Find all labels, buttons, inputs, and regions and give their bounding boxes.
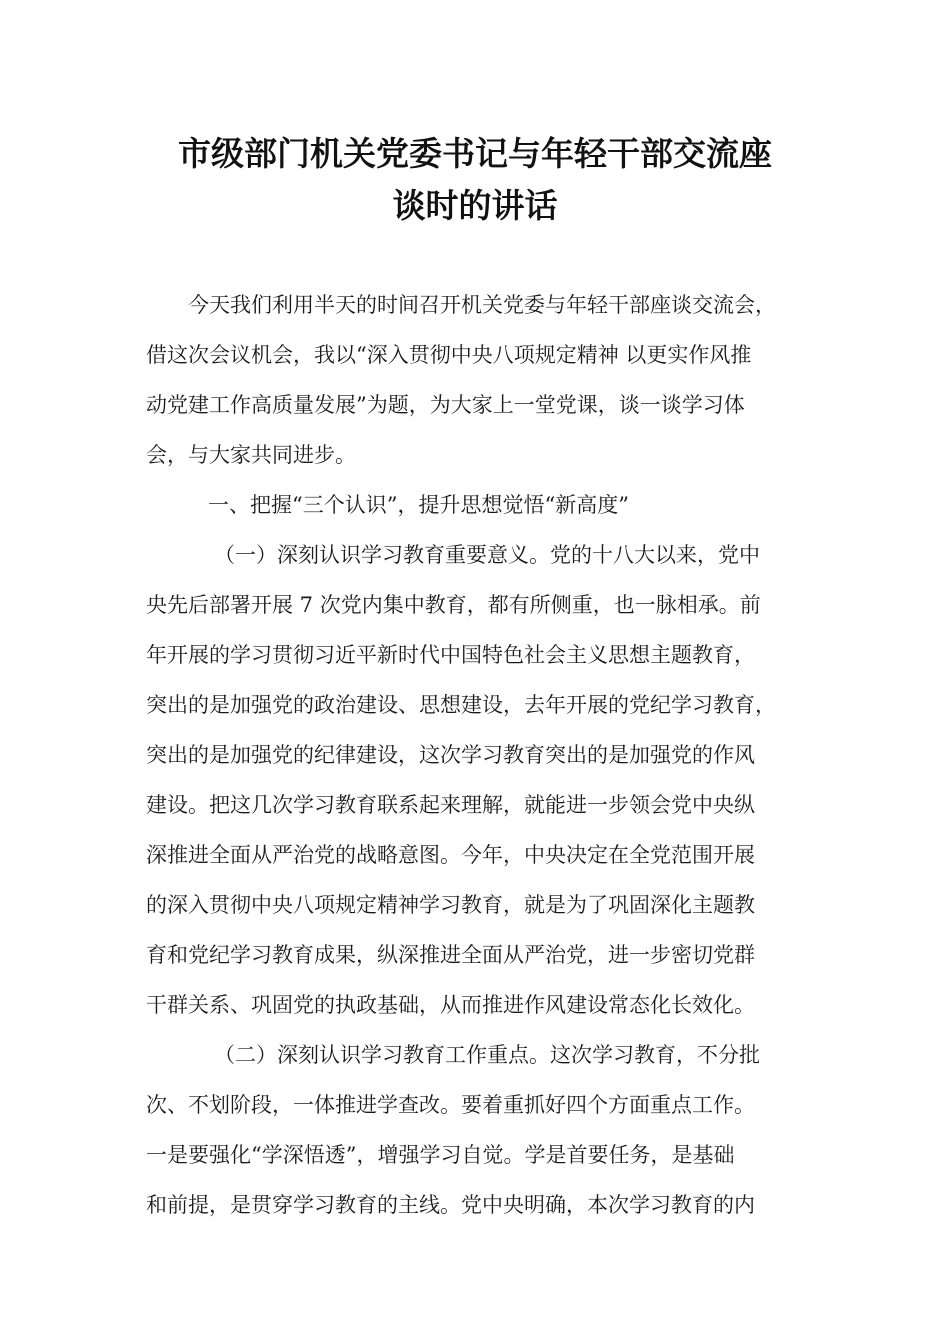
title-line-2: 谈时的讲话 [392, 186, 558, 225]
intro-paragraph-line: 借这次会议机会，我以“深入贯彻中央八项规定精神 以更实作风推 [146, 343, 752, 367]
subsection-paragraph-line: 突出的是加强党的政治建设、思想建设，去年开展的党纪学习教育， [146, 693, 776, 717]
subsection-paragraph-line: （二）深刻认识学习教育工作重点。这次学习教育，不分批 [214, 1043, 760, 1067]
subsection-paragraph-line: 育和党纪学习教育成果，纵深推进全面从严治党，进一步密切党群 [146, 943, 755, 967]
subsection-paragraph-line: （一）深刻认识学习教育重要意义。党的十八大以来，党中 [214, 543, 760, 567]
subsection-paragraph-line: 深推进全面从严治党的战略意图。今年，中央决定在全党范围开展 [146, 843, 755, 867]
subsection-paragraph-line: 和前提，是贯穿学习教育的主线。党中央明确，本次学习教育的内 [146, 1193, 755, 1217]
document-title [0, 128, 950, 232]
intro-paragraph-line: 今天我们利用半天的时间召开机关党委与年轻干部座谈交流会， [188, 293, 776, 317]
subsection-paragraph-line: 突出的是加强党的纪律建设，这次学习教育突出的是加强党的作风 [146, 743, 755, 767]
title-line-1: 市级部门机关党委书记与年轻干部交流座 [178, 134, 772, 173]
subsection-paragraph-line: 央先后部署开展 7 次党内集中教育，都有所侧重，也一脉相承。前 [146, 593, 761, 617]
subsection-paragraph-line: 的深入贯彻中央八项规定精神学习教育，就是为了巩固深化主题教 [146, 893, 755, 917]
document-body [146, 280, 826, 1230]
subsection-paragraph-line: 次、不划阶段，一体推进学查改。要着重抓好四个方面重点工作。 [146, 1093, 755, 1117]
subsection-paragraph-line: 建设。把这几次学习教育联系起来理解，就能进一步领会党中央纵 [146, 793, 755, 817]
section-heading-1: 一、把握“三个认识”，提升思想觉悟“新高度” [208, 493, 629, 517]
intro-paragraph-line: 动党建工作高质量发展”为题，为大家上一堂党课，谈一谈学习体 [146, 393, 745, 417]
intro-paragraph-line: 会，与大家共同进步。 [146, 443, 356, 467]
subsection-paragraph-line: 年开展的学习贯彻习近平新时代中国特色社会主义思想主题教育， [146, 643, 755, 667]
subsection-paragraph-line: 一是要强化“学深悟透”，增强学习自觉。学是首要任务，是基础 [146, 1143, 735, 1167]
subsection-paragraph-line: 干群关系、巩固党的执政基础，从而推进作风建设常态化长效化。 [146, 993, 755, 1017]
